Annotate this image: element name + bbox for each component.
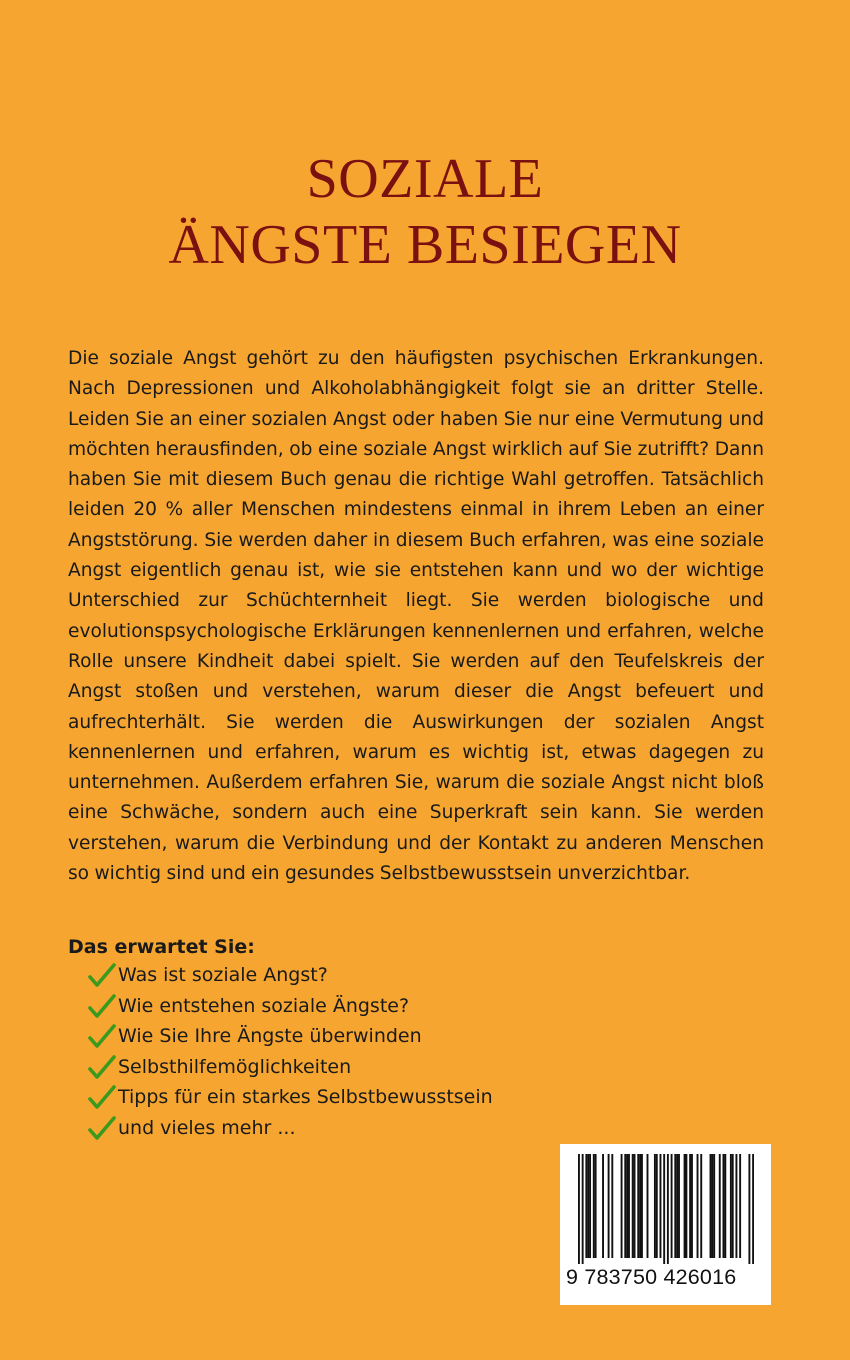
checkmark-icon bbox=[88, 1084, 116, 1112]
barcode-bar bbox=[732, 1154, 734, 1258]
barcode-bar bbox=[674, 1154, 676, 1258]
barcode-bar bbox=[685, 1154, 687, 1258]
title-line-2: ÄNGSTE BESIEGEN bbox=[168, 214, 682, 276]
barcode-bar bbox=[656, 1154, 658, 1258]
list-item-label: und vieles mehr ... bbox=[118, 1116, 296, 1139]
list-item bbox=[88, 1082, 493, 1113]
barcode-bar bbox=[628, 1154, 630, 1258]
barcode-bar bbox=[593, 1154, 595, 1258]
barcode-bar bbox=[595, 1154, 597, 1258]
barcode-bar bbox=[697, 1154, 699, 1258]
barcode-bar bbox=[608, 1154, 610, 1258]
list-item-label: Was ist soziale Angst? bbox=[118, 964, 328, 986]
barcode-bar bbox=[671, 1154, 673, 1258]
description-text: Die soziale Angst gehört zu den häufigsten psychischen Erkrankungen. Nach Depressionen und Alkoholabhängigkeit folgt sie an dritter Stelle. Leiden Sie an einer sozialen Angst oder haben Sie nur eine Vermutung und möchten herausfinden, ob eine soziale Angst wirklich auf Sie zutrifft? Dann haben Sie mit diesem Buch genau die richtige Wahl getroffen. Tatsächlich leiden 20 % aller Menschen mindestens einmal in ihrem Leben an einer Angststörung. Sie werden daher in diesem Buch erfahren, was eine soziale Angst eigentlich genau ist, wie sie entstehen kann und wo der wichtige Unterschied zur Schüchternheit liegt. Sie werden biologische und evolutionspsychologische Erklärungen kennenlernen und erfahren, welche Rolle unsere Kindheit dabei spielt. Sie werden auf den Teufelskreis der Angst stoßen und verstehen, warum dieser die Angst befeuert und aufrechterhält. Sie werden die Auswirkungen der sozialen Angst kennenlernen und erfahren, warum es wichtig ist, etwas dagegen zu unternehmen. Außerdem erfahren Sie, warum die soziale Angst nicht bloß eine Schwäche, sondern auch eine Superkraft sein kann. Sie werden verstehen, warum die Verbindung und der Kontakt zu anderen Menschen so wichtig sind und ein gesundes Selbstbewusstsein unverzichtbar. bbox=[68, 348, 764, 885]
list-item bbox=[88, 960, 493, 991]
barcode-bar bbox=[578, 1154, 580, 1264]
list-item bbox=[88, 991, 493, 1022]
barcode-bar bbox=[711, 1154, 713, 1258]
list-item bbox=[88, 1113, 493, 1144]
barcode-bar bbox=[691, 1154, 693, 1258]
expect-list bbox=[88, 960, 493, 1144]
barcode-bar bbox=[589, 1154, 591, 1258]
barcode-bar bbox=[641, 1154, 643, 1258]
barcode-bar bbox=[678, 1154, 680, 1258]
list-item bbox=[88, 1052, 493, 1083]
barcode-bar bbox=[713, 1154, 715, 1258]
barcode-bar bbox=[710, 1154, 712, 1258]
checkmark-icon bbox=[88, 993, 116, 1021]
checkmark-icon bbox=[88, 962, 116, 990]
barcode-bar bbox=[663, 1154, 665, 1264]
barcode-bar bbox=[660, 1154, 662, 1258]
barcode-bar bbox=[602, 1154, 604, 1258]
isbn-number: 9 783750 426016 bbox=[566, 1265, 737, 1289]
barcode-bar bbox=[637, 1154, 639, 1258]
barcode-bar bbox=[624, 1154, 626, 1258]
barcode-bar bbox=[700, 1154, 702, 1258]
barcode-bar bbox=[735, 1154, 737, 1258]
barcode-bars bbox=[578, 1154, 754, 1264]
list-item-label: Wie Sie Ihre Ängste überwinden bbox=[118, 1025, 422, 1048]
barcode-bar bbox=[724, 1154, 726, 1258]
barcode-bar bbox=[689, 1154, 691, 1258]
checkmark-icon bbox=[88, 1115, 116, 1143]
checkmark-icon bbox=[88, 1054, 116, 1082]
list-item-label: Selbsthilfemöglichkeiten bbox=[118, 1055, 352, 1078]
barcode-bar bbox=[654, 1154, 656, 1258]
barcode-bar bbox=[611, 1154, 613, 1258]
barcode-bar bbox=[667, 1154, 669, 1264]
barcode-bar bbox=[582, 1154, 584, 1264]
barcode-bar bbox=[684, 1154, 686, 1258]
barcode-bar bbox=[626, 1154, 628, 1258]
barcode-bar bbox=[639, 1154, 641, 1258]
barcode-bar bbox=[634, 1154, 636, 1258]
list-item-label: Tipps für ein starkes Selbstbewusstsein bbox=[118, 1086, 493, 1109]
barcode-bar bbox=[676, 1154, 678, 1258]
barcode-bar bbox=[748, 1154, 750, 1264]
barcode-bar bbox=[647, 1154, 649, 1258]
barcode-bar bbox=[719, 1154, 721, 1258]
list-item bbox=[88, 1021, 493, 1052]
list-item-label: Wie entstehen soziale Ängste? bbox=[118, 994, 410, 1017]
barcode-bar bbox=[585, 1154, 587, 1258]
barcode-bar bbox=[752, 1154, 754, 1264]
title-line-1: SOZIALE bbox=[306, 148, 544, 210]
isbn-barcode bbox=[560, 1144, 771, 1305]
barcode-bar bbox=[730, 1154, 732, 1258]
barcode-bar bbox=[587, 1154, 589, 1258]
barcode-bar bbox=[739, 1154, 741, 1258]
barcode-bar bbox=[621, 1154, 623, 1258]
expect-heading: Das erwartet Sie: bbox=[68, 936, 255, 958]
barcode-bar bbox=[632, 1154, 634, 1258]
barcode-bar bbox=[723, 1154, 725, 1258]
checkmark-icon bbox=[88, 1023, 116, 1051]
